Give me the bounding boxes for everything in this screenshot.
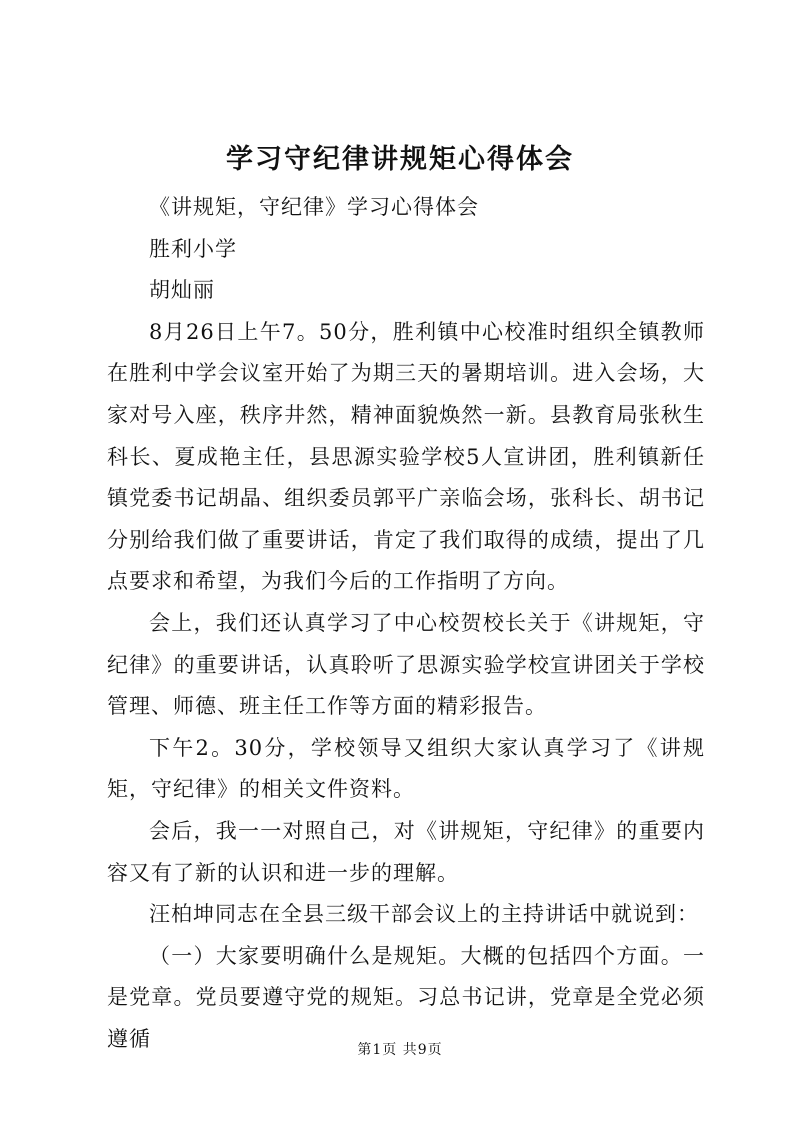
body-paragraph: 会上，我们还认真学习了中心校贺校长关于《讲规矩，守纪律》的重要讲话，认真聆听了思源实验学校宣讲团关于学校管理、师德、班主任工作等方面的精彩报告。 <box>107 610 705 719</box>
body-paragraph: 会后，我一一对照自己，对《讲规矩，守纪律》的重要内容又有了新的认识和进一步的理解。 <box>107 818 705 885</box>
body-paragraph: 下午2。30分，学校领导又组织大家认真学习了《讲规矩，守纪律》的相关文件资料。 <box>107 735 705 802</box>
page-number-footer: 第1页 共9页 <box>357 1042 443 1058</box>
document-title: 学习守纪律讲规矩心得体会 <box>226 144 574 175</box>
body-paragraph: （一）大家要明确什么是规矩。大概的包括四个方面。一是党章。党员要遵守党的规矩。习总书记讲，党章是全党必须遵循 <box>107 943 705 1051</box>
author-name-paragraph: 胡灿丽 <box>149 278 215 303</box>
body-paragraph: 汪柏坤同志在全县三级干部会议上的主持讲话中就说到： <box>149 902 699 927</box>
document-body <box>107 187 705 1060</box>
subtitle-paragraph: 《讲规矩，守纪律》学习心得体会 <box>149 195 479 219</box>
school-name-paragraph: 胜利小学 <box>149 236 237 261</box>
body-paragraph: 8月26日上午7。50分，胜利镇中心校准时组织全镇教师在胜利中学会议室开始了为期三天的暑期培训。进入会场，大家对号入座，秩序井然，精神面貌焕然一新。县教育局张秋生科长、夏成艳主任，县思源实验学校5人宣讲团，胜利镇新任镇党委书记胡晶、组织委员郭平广亲临会场，张科长、胡书记分别给我们做了重要讲话，肯定了我们取得的成绩，提出了几点要求和希望，为我们今后的工作指明了方向。 <box>107 319 705 594</box>
